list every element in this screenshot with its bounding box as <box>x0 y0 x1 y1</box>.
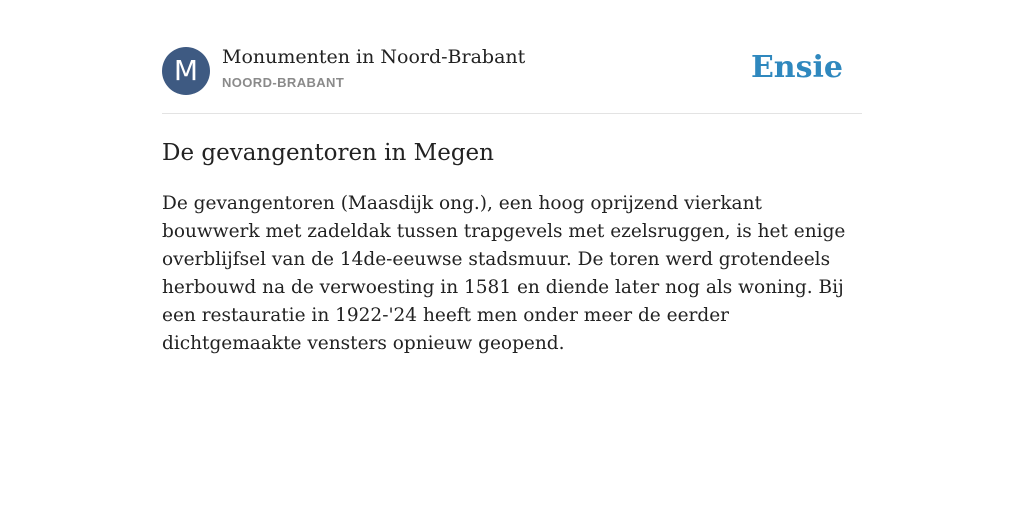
article-body: De gevangentoren (Maasdijk ong.), een hoog oprijzend vierkant bouwwerk met zadeldak tussen trapgevels met ezelsruggen, is het enige overblijfsel van de 14de-eeuwse stadsmuur. De toren werd grotendeels herbouwd na de verwoesting in 1581 en diende later nog als woning. Bij een restauratie in 1922-'24 heeft men onder meer de eerder dichtgemaakte vensters opnieuw geopend. <box>162 193 846 354</box>
article-card <box>162 44 862 358</box>
card-header <box>162 44 862 114</box>
source-subtitle[interactable]: NOORD-BRABANT <box>222 75 345 90</box>
source-title[interactable]: Monumenten in Noord-Brabant <box>222 46 526 68</box>
brand-logo[interactable]: Ensie <box>750 50 843 85</box>
article-title: De gevangentoren in Megen <box>162 140 494 166</box>
avatar[interactable]: M <box>162 47 210 95</box>
